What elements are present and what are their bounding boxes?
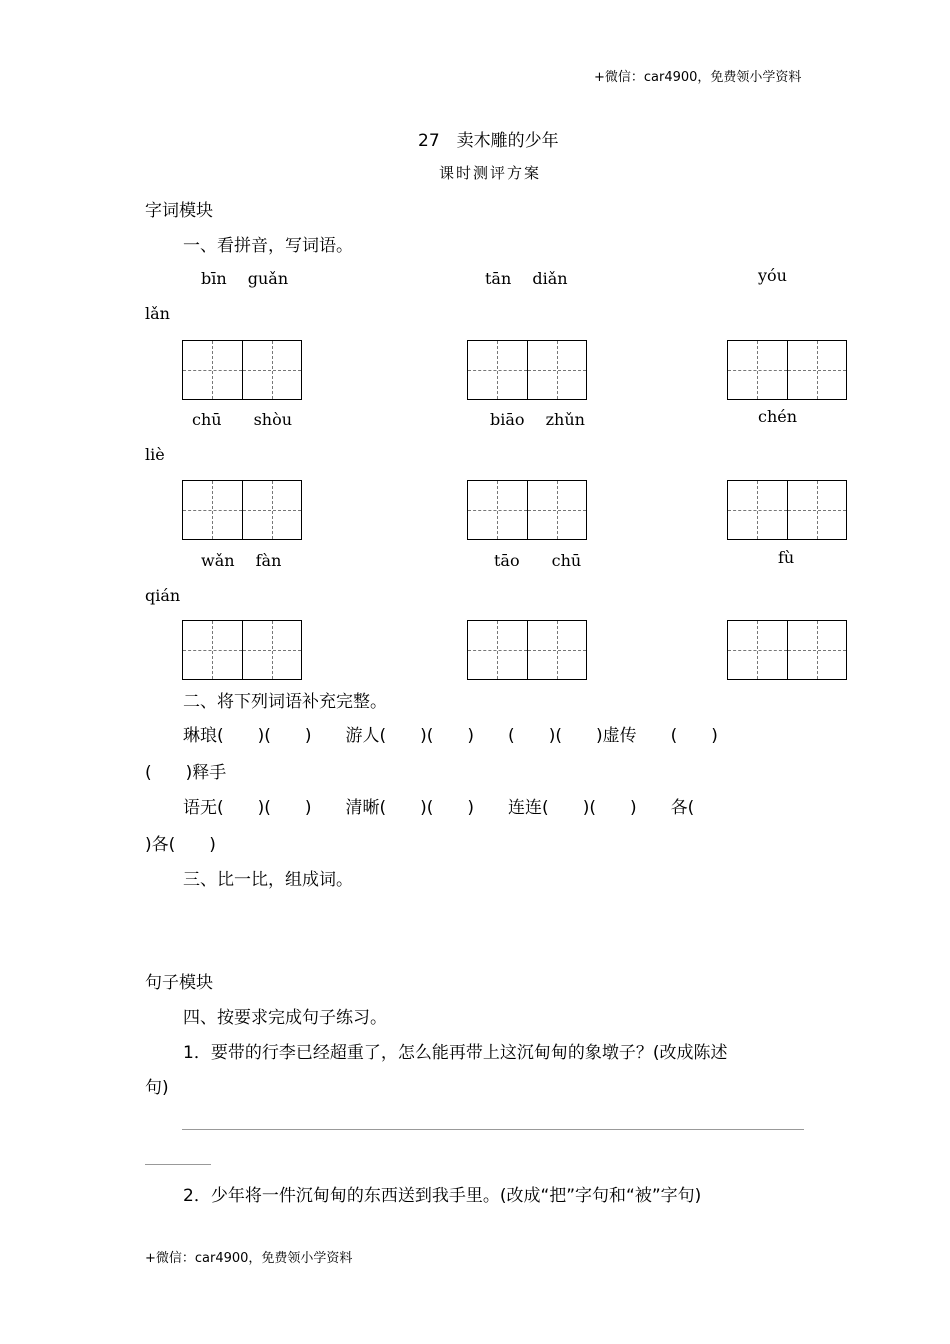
writing-grid-2b[interactable] [467, 480, 587, 540]
question-2-line-1: 琳琅( )( ) 游人( )( ) ( )( )虚传 ( ) [183, 726, 718, 746]
writing-grid-3b[interactable] [467, 620, 587, 680]
footer-watermark: +微信：car4900，免费领小学资料 [145, 1251, 353, 1266]
pinyin-3b: tāo chū [494, 551, 582, 570]
pinyin-1b: tān diǎn [485, 269, 568, 288]
question-3-title: 三、比一比，组成词。 [183, 870, 353, 890]
answer-line-1[interactable] [182, 1129, 804, 1130]
pinyin-2a: chū shòu [192, 410, 293, 429]
writing-grid-3c[interactable] [727, 620, 847, 680]
question-2-title: 二、将下列词语补充完整。 [183, 692, 387, 712]
writing-grid-2a[interactable] [182, 480, 302, 540]
pinyin-1c: yóu [758, 266, 787, 285]
answer-line-1-continued[interactable] [145, 1164, 211, 1165]
header-watermark: +微信：car4900，免费领小学资料 [594, 70, 802, 85]
page-subtitle: 课时测评方案 [439, 164, 542, 182]
question-4-item-2: 2．少年将一件沉甸甸的东西送到我手里。(改成“把”字句和“被”字句) [183, 1186, 702, 1206]
section-sentences-heading: 句子模块 [145, 973, 213, 993]
pinyin-3c: fù [778, 548, 795, 567]
question-1-title: 一、看拼音，写词语。 [183, 236, 353, 256]
page-title: 27 卖木雕的少年 [418, 131, 559, 151]
writing-grid-3a[interactable] [182, 620, 302, 680]
question-2-line-2: ( )释手 [145, 763, 227, 783]
writing-grid-2c[interactable] [727, 480, 847, 540]
question-2-line-4: )各( ) [145, 835, 216, 855]
writing-grid-1a[interactable] [182, 340, 302, 400]
pinyin-2c: chén [758, 407, 798, 426]
pinyin-1c-wrap: lǎn [145, 304, 170, 323]
writing-grid-1b[interactable] [467, 340, 587, 400]
pinyin-3c-wrap: qián [145, 586, 181, 605]
question-4-title: 四、按要求完成句子练习。 [183, 1008, 387, 1028]
question-2-line-3: 语无( )( ) 清晰( )( ) 连连( )( ) 各( [183, 798, 695, 818]
pinyin-2c-wrap: liè [145, 445, 165, 464]
question-4-item-1-line-2: 句) [145, 1078, 169, 1098]
pinyin-2b: biāo zhǔn [490, 410, 585, 429]
question-4-item-1-line-1: 1．要带的行李已经超重了，怎么能再带上这沉甸甸的象墩子？(改成陈述 [183, 1043, 728, 1063]
pinyin-3a: wǎn fàn [201, 551, 282, 570]
writing-grid-1c[interactable] [727, 340, 847, 400]
pinyin-1a: bīn guǎn [201, 269, 289, 288]
section-words-heading: 字词模块 [145, 201, 213, 221]
